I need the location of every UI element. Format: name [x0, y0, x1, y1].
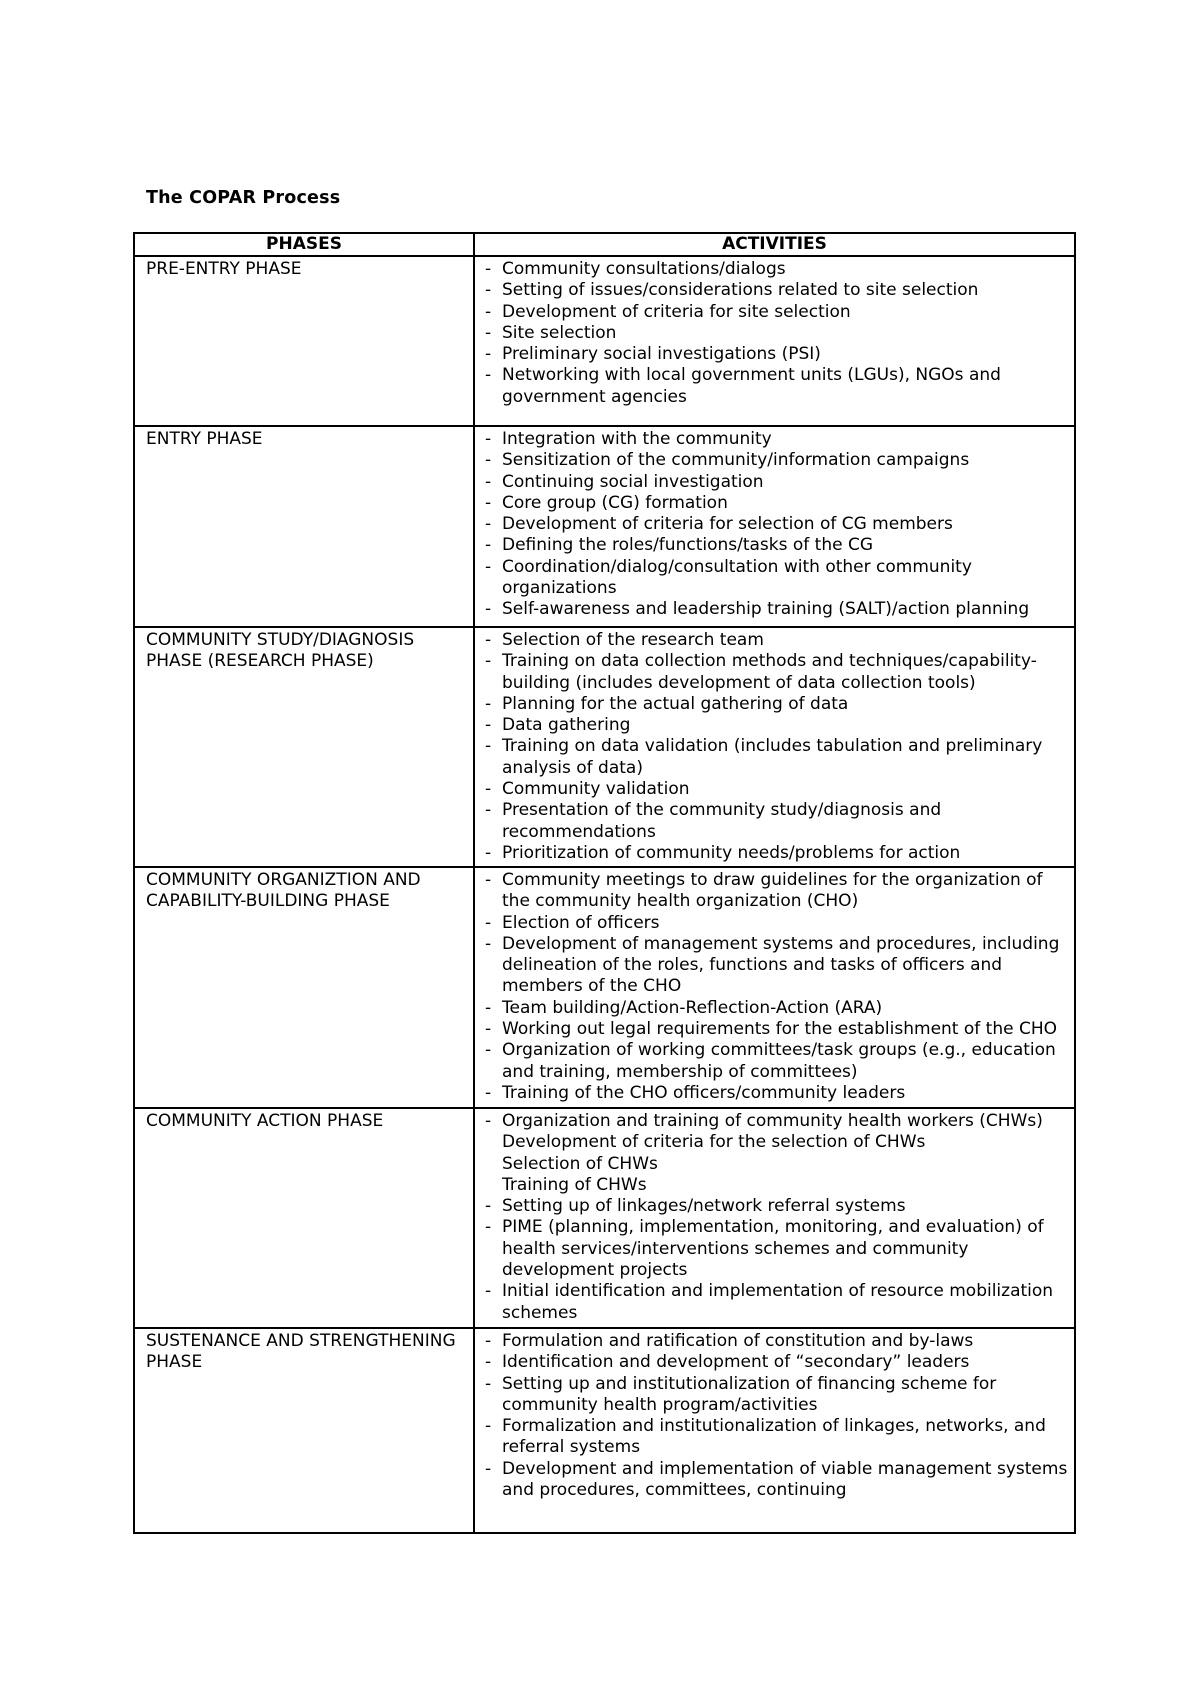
activity-item: - Site selection — [485, 323, 1068, 344]
activity-item: - Data gathering — [485, 715, 1068, 736]
activity-item: - Training of the CHO officers/community leaders — [485, 1083, 1068, 1104]
activities-cell — [474, 426, 1075, 627]
activity-item: - Prioritization of community needs/problems for action — [485, 843, 1068, 864]
activities-list — [485, 630, 1068, 864]
activity-item: - Core group (CG) formation — [485, 493, 1068, 514]
activity-item: - Networking with local government units (LGUs), NGOs and government agencies — [485, 365, 1068, 408]
activity-item: - Formulation and ratification of constitution and by-laws — [485, 1331, 1068, 1352]
activity-item: - Team building/Action-Reflection-Action (ARA) — [485, 998, 1068, 1019]
activities-cell — [474, 1108, 1075, 1328]
activities-list — [485, 870, 1068, 1104]
phase-cell: SUSTENANCE AND STRENGTHENING PHASE — [134, 1328, 474, 1533]
table-row — [134, 1328, 1075, 1533]
activity-item: - Setting up of linkages/network referral systems — [485, 1196, 1068, 1217]
table-body — [134, 256, 1075, 1533]
activity-item: - Selection of the research team — [485, 630, 1068, 651]
activity-item: - Coordination/dialog/consultation with other community organizations — [485, 557, 1068, 600]
document-title: The COPAR Process — [146, 188, 341, 208]
table-row — [134, 256, 1075, 426]
activities-cell — [474, 627, 1075, 867]
activity-item: - Working out legal requirements for the establishment of the CHO — [485, 1019, 1068, 1040]
table-row — [134, 867, 1075, 1108]
activity-item: - Integration with the community — [485, 429, 1068, 450]
activity-item: - Continuing social investigation — [485, 472, 1068, 493]
activity-item: - Identification and development of “secondary” leaders — [485, 1352, 1068, 1373]
activity-item: - PIME (planning, implementation, monitoring, and evaluation) of health services/interventions schemes and community development projects — [485, 1217, 1068, 1281]
activity-item: - Self-awareness and leadership training (SALT)/action planning — [485, 599, 1068, 620]
activities-cell — [474, 1328, 1075, 1533]
activity-item: - Training on data validation (includes tabulation and preliminary analysis of data) — [485, 736, 1068, 779]
activity-item: - Organization of working committees/task groups (e.g., education and training, membership of committees) — [485, 1040, 1068, 1083]
activities-cell — [474, 256, 1075, 426]
activity-item: - Training on data collection methods and techniques/capability-building (includes development of data collection tools) — [485, 651, 1068, 694]
phase-cell: COMMUNITY STUDY/DIAGNOSIS PHASE (RESEARCH PHASE) — [134, 627, 474, 867]
table-row — [134, 426, 1075, 627]
activity-item: - Initial identification and implementation of resource mobilization schemes — [485, 1281, 1068, 1324]
activities-list — [485, 259, 1068, 408]
activity-item: - Community validation — [485, 779, 1068, 800]
phase-cell: ENTRY PHASE — [134, 426, 474, 627]
activity-item: - Defining the roles/functions/tasks of the CG — [485, 535, 1068, 556]
activity-item: - Development of criteria for selection of CG members — [485, 514, 1068, 535]
activities-list — [485, 1111, 1068, 1324]
activity-item: - Organization and training of community health workers (CHWs) — [485, 1111, 1068, 1132]
phase-cell: COMMUNITY ACTION PHASE — [134, 1108, 474, 1328]
table-row — [134, 1108, 1075, 1328]
activity-item: - Planning for the actual gathering of data — [485, 694, 1068, 715]
phase-cell: COMMUNITY ORGANIZTION AND CAPABILITY-BUILDING PHASE — [134, 867, 474, 1108]
header-phases: PHASES — [134, 233, 474, 256]
activity-item: - Election of officers — [485, 913, 1068, 934]
activities-cell — [474, 867, 1075, 1108]
activity-item: - Development and implementation of viable management systems and procedures, committees, continuing — [485, 1459, 1068, 1502]
activity-item: Development of criteria for the selection of CHWs — [502, 1132, 926, 1153]
activity-item: - Presentation of the community study/diagnosis and recommendations — [485, 800, 1068, 843]
activity-item: - Setting up and institutionalization of financing scheme for community health program/activities — [485, 1374, 1068, 1417]
activity-item: - Setting of issues/considerations related to site selection — [485, 280, 1068, 301]
phase-cell: PRE-ENTRY PHASE — [134, 256, 474, 426]
activity-item: - Community meetings to draw guidelines for the organization of the community health organization (CHO) — [485, 870, 1068, 913]
table-row — [134, 627, 1075, 867]
table-header-row — [134, 233, 1075, 256]
activity-item: - Preliminary social investigations (PSI) — [485, 344, 1068, 365]
header-activities: ACTIVITIES — [474, 233, 1075, 256]
activity-item: - Formalization and institutionalization of linkages, networks, and referral systems — [485, 1416, 1068, 1459]
activity-item: - Sensitization of the community/information campaigns — [485, 450, 1068, 471]
activity-item: - Community consultations/dialogs — [485, 259, 1068, 280]
activity-item: Selection of CHWs — [502, 1153, 658, 1174]
activity-item: Training of CHWs — [502, 1174, 647, 1195]
activity-item: - Development of management systems and procedures, including delineation of the roles, functions and tasks of officers and members of the CHO — [485, 934, 1068, 998]
activity-item: - Development of criteria for site selection — [485, 302, 1068, 323]
copar-process-table — [133, 232, 1076, 1534]
activities-list — [485, 1331, 1068, 1501]
activities-list — [485, 429, 1068, 621]
